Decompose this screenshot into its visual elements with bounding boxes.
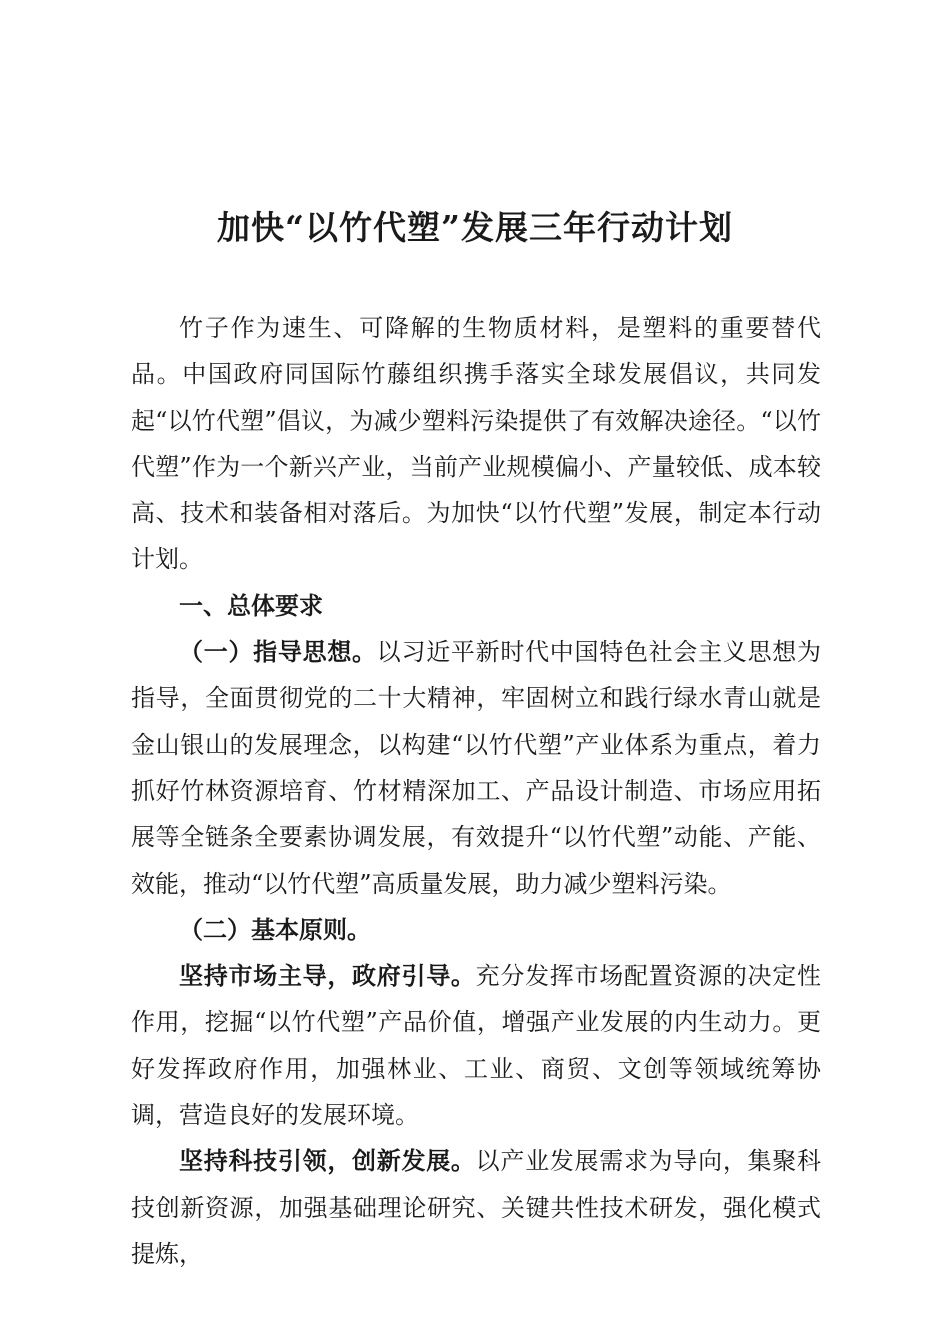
guiding-thought-lead: （一）指导思想。 (179, 637, 377, 667)
section-1-heading: 一、总体要求 (179, 590, 323, 620)
principle-1-lead: 坚持市场主导，政府引导。 (179, 961, 476, 991)
principle-2-lead: 坚持科技引领，创新发展。 (179, 1146, 476, 1176)
document-body (131, 305, 821, 1277)
principle-2-paragraph (131, 1138, 821, 1277)
principle-1-text: 充分发挥市场配置资源的决定性作用，挖掘“以竹代塑”产品价值，增强产业发展的内生动力。更好发挥政府作用，加强林业、工业、商贸、文创等领域统筹协调，营造良好的发展环境。 (131, 962, 821, 1130)
document-title: 加快“以竹代塑”发展三年行动计划 (217, 208, 733, 247)
guiding-thought-paragraph (131, 629, 821, 907)
principle-1-paragraph (131, 953, 821, 1138)
principle-2-text: 以产业发展需求为导向，集聚科技创新资源，加强基础理论研究、关键共性技术研发，强化模式提炼， (131, 1147, 821, 1268)
section-heading (131, 583, 821, 629)
basic-principles-paragraph (131, 907, 821, 953)
basic-principles-lead: （二）基本原则。 (179, 914, 371, 944)
intro-paragraph: 竹子作为速生、可降解的生物质材料，是塑料的重要替代品。中国政府同国际竹藤组织携手落实全球发展倡议，共同发起“以竹代塑”倡议，为减少塑料污染提供了有效解决途径。“以竹代塑”作为一个新兴产业，当前产业规模偏小、产量较低、成本较高、技术和装备相对落后。为加快“以竹代塑”发展，制定本行动计划。 (131, 314, 821, 574)
guiding-thought-text: 以习近平新时代中国特色社会主义思想为指导，全面贯彻党的二十大精神，牢固树立和践行绿水青山就是金山银山的发展理念，以构建“以竹代塑”产业体系为重点，着力抓好竹林资源培育、竹材精深加工、产品设计制造、市场应用拓展等全链条全要素协调发展，有效提升“以竹代塑”动能、产能、效能，推动“以竹代塑”高质量发展，助力减少塑料污染。 (131, 638, 822, 898)
